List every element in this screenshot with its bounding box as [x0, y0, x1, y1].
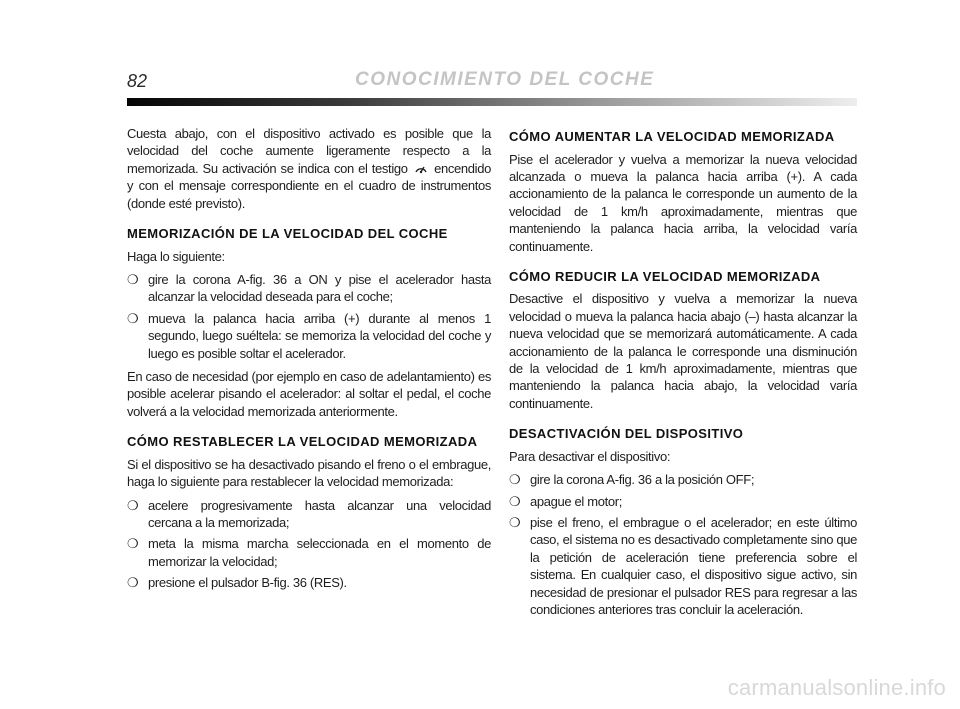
list-item-text: presione el pulsador B-fig. 36 (RES).: [148, 575, 347, 591]
list-item: [127, 271, 491, 306]
header-rule: [127, 98, 857, 106]
list-item-text: apague el motor;: [530, 493, 622, 509]
reduce-text: Desactive el dispositivo y vuelva a memorizar la nueva velocidad o mueva la palanca hacia abajo (–) hasta alcanzar la nueva velocidad que se memorizará automáticamente. A cada accionamiento de la palanca le corresponde una disminución de la velocidad de 1 km/h aproximadamente, mientras que manteniendo la palanca hacia abajo, la velocidad varía continuamente.: [509, 291, 857, 411]
bullet-glyph: ❍: [127, 536, 139, 552]
list-item-text: meta la misma marcha seleccionada en el momento de memorizar la velocidad;: [148, 536, 491, 569]
cruise-control-icon: [414, 162, 428, 174]
bullet-glyph: ❍: [127, 271, 139, 287]
list-item: [509, 514, 857, 618]
memorize-after: En caso de necesidad (por ejemplo en caso de adelantamiento) es posible acelerar pisando el acelerador: al soltar el pedal, el coche volverá a la velocidad memorizada anteriormente.: [127, 368, 491, 419]
list-item: [127, 535, 491, 570]
bullet-glyph: ❍: [509, 472, 521, 488]
list-item-text: gire la corona A-fig. 36 a la posición OFF;: [530, 472, 755, 488]
list-item: [127, 574, 491, 591]
list-item: [509, 471, 857, 488]
section-title: CONOCIMIENTO DEL COCHE: [355, 69, 655, 90]
list-item: [127, 310, 491, 362]
bullet-glyph: ❍: [127, 497, 139, 513]
bullet-glyph: ❍: [127, 575, 139, 591]
heading-reduce-speed: CÓMO REDUCIR LA VELOCIDAD MEMORIZADA: [509, 268, 821, 284]
bullet-glyph: ❍: [509, 515, 521, 530]
memorize-steps: [127, 271, 491, 362]
list-item: [509, 493, 857, 510]
restore-lead: Si el dispositivo se ha desactivado pisando el freno o el embrague, haga lo siguiente para restablecer la velocidad memorizada:: [127, 456, 491, 490]
heading-deactivation: DESACTIVACIÓN DEL DISPOSITIVO: [509, 426, 744, 442]
list-item: [127, 497, 491, 532]
heading-restore-speed: CÓMO RESTABLECER LA VELOCIDAD MEMORIZADA: [127, 434, 478, 450]
increase-text: Pise el acelerador y vuelva a memorizar la nueva velocidad alcanzada o mueva la palanca hacia arriba (+). A cada accionamiento de la palanca le corresponde un aumento de la velocidad de 1 km/h aproximadamente, mientras que manteniendo la palanca hacia arriba, la velocidad varía continuamente.: [509, 151, 857, 254]
intro-paragraph: [127, 125, 491, 212]
heading-increase-speed: CÓMO AUMENTAR LA VELOCIDAD MEMORIZADA: [509, 129, 835, 144]
memorize-lead: Haga lo siguiente:: [127, 248, 225, 264]
right-column: [509, 125, 857, 624]
list-item-text: pise el freno, el embrague o el acelerador; en este último caso, el sistema no es desactivado completamente sino que la petición de aceleración tiene preferencia sobre el sistema. En cualquier caso, el dispositivo sigue activo, sin necesidad de presionar el pulsador RES para regresar a las condiciones anteriores tras concluir la aceleración.: [530, 515, 857, 618]
left-column: [127, 125, 491, 598]
list-item-text: gire la corona A-fig. 36 a ON y pise el acelerador hasta alcanzar la velocidad deseada para el coche;: [148, 271, 491, 305]
list-item-text: mueva la palanca hacia arriba (+) durante al menos 1 segundo, luego suéltela: se memoriza la velocidad del coche y luego es posible soltar el acelerador.: [148, 310, 491, 361]
heading-memorize-speed: MEMORIZACIÓN DE LA VELOCIDAD DEL COCHE: [127, 226, 448, 242]
intro-text-a: Cuesta abajo, con el dispositivo activado es posible que la velocidad del coche aumente ligeramente respecto a la memorizada. Su activación se indica con el testigo: [127, 126, 491, 176]
deactivate-lead: Para desactivar el dispositivo:: [509, 448, 671, 464]
bullet-glyph: ❍: [127, 310, 139, 326]
bullet-glyph: ❍: [509, 493, 521, 509]
deactivate-steps: [509, 471, 857, 618]
list-item-text: acelere progresivamente hasta alcanzar una velocidad cercana a la memorizada;: [148, 497, 491, 530]
intro-text-b: encendido y con el mensaje correspondiente en el cuadro de instrumentos (donde esté previsto).: [127, 160, 491, 211]
watermark: carmanualsonline.info: [727, 675, 946, 700]
restore-steps: [127, 497, 491, 592]
page-number: 82: [127, 71, 148, 91]
